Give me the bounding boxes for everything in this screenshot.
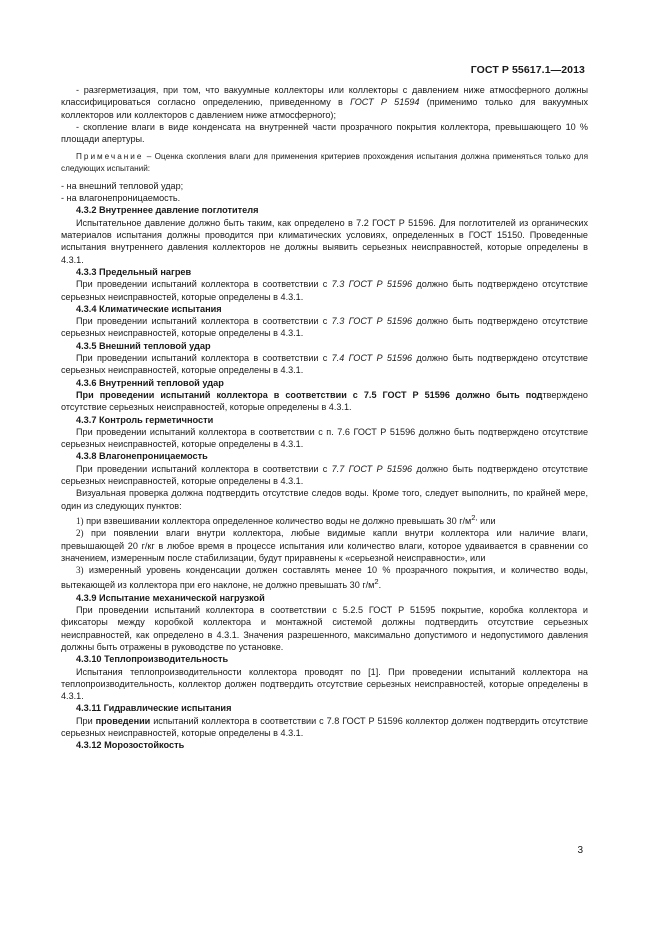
section-text-4-3-5: При проведении испытаний коллектора в соответствии с 7.4 ГОСТ Р 51596 должно быть подтверждено отсутствие серьезных неисправностей, которые определены в 4.3.1. <box>61 353 588 376</box>
section-text-4-3-4: При проведении испытаний коллектора в соответствии с 7.3 ГОСТ Р 51596 должно быть подтверждено отсутствие серьезных неисправностей, которые определены в 4.3.1. <box>61 316 588 339</box>
document-body <box>61 84 588 752</box>
numbered-item-3: 3) измеренный уровень конденсации должен составлять менее 10 % прозрачного покрытия, и количество воды, вытекающей из коллектора при его наклоне, не должно превышать 30 $г/м^2$. <box>61 565 588 591</box>
section-text-4-3-3: При проведении испытаний коллектора в соответствии с 7.3 ГОСТ Р 51596 должно быть подтверждено отсутствие серьезных неисправностей, которые определены в 4.3.1. <box>61 279 588 302</box>
section-text-4-3-11: При проведении испытаний коллектора в соответствии с 7.8 ГОСТ Р 51596 коллектор должен подтвердить отсутствие серьезных неисправностей, которые определены в 4.3.1. <box>61 715 588 739</box>
note-label: Примечание <box>76 152 144 162</box>
section-heading-4-3-2: 4.3.2 Внутреннее давление поглотителя <box>76 205 259 216</box>
section-text-4-3-9: При проведении испытаний коллектора в соответствии с 5.2.5 ГОСТ Р 51595 покрытие, коробка коллектора и фиксаторы между коробкой коллектора и монтажной системой должны подтвердить отсутствие серьезных неисправностей, как определено в 4.3.1. Значения разрешенного, максимально допустимого и недопустимого давления должны быть отражены в руководстве по установке. <box>61 605 588 652</box>
section-heading-4-3-5: 4.3.5 Внешний тепловой удар <box>76 340 211 351</box>
paragraph-moisture: - скопление влаги в виде конденсата на внутренней части прозрачного покрытия коллектора, превышающего 10 % площади апертуры. <box>61 121 588 145</box>
numbered-item-1: 1) при взвешивании коллектора определенное количество воды не должно превышать 30 $г/м^{2,}$ или <box>76 512 496 526</box>
section-text-4-3-8-visual: Визуальная проверка должна подтвердить отсутствие следов воды. Кроме того, следует выполнить, по крайней мере, один из следующих пунктов: <box>61 488 588 511</box>
list-item: - на внешний тепловой удар; <box>61 180 184 191</box>
section-text-4-3-7: При проведении испытаний коллектора в соответствии с п. 7.6 ГОСТ Р 51596 должно быть подтверждено отсутствие серьезных неисправностей, которые определены в 4.3.1. <box>61 426 588 450</box>
document-id-header: ГОСТ Р 55617.1—2013 <box>470 64 585 76</box>
page-number: 3 <box>577 845 583 856</box>
section-heading-4-3-12: 4.3.12 Морозостойкость <box>76 740 185 751</box>
section-text-4-3-8: При проведении испытаний коллектора в соответствии с 7.7 ГОСТ Р 51596 должно быть подтверждено отсутствие серьезных неисправностей, которые определены в 4.3.1. <box>61 463 588 487</box>
note <box>61 151 588 173</box>
section-heading-4-3-3: 4.3.3 Предельный нагрев <box>76 266 192 277</box>
section-text-4-3-2: Испытательное давление должно быть таким, как определено в 7.2 ГОСТ Р 51596. Для поглотителей из органических материалов испытания должны проводится при климатических условиях, определенных в ГОСТ 15150. Проведенные испытания внутреннего давления коллекторов не должны выявить серьезных неисправностей, которые определены в 4.3.1. <box>61 217 588 265</box>
section-heading-4-3-4: 4.3.4 Климатические испытания <box>76 303 222 314</box>
section-heading-4-3-11: 4.3.11 Гидравлические испытания <box>76 703 232 714</box>
section-heading-4-3-10: 4.3.10 Теплопроизводительность <box>76 654 229 665</box>
section-text-4-3-6: При проведении испытаний коллектора в соответствии с 7.5 ГОСТ Р 51596 должно быть подтверждено отсутствие серьезных неисправностей, которые определены в 4.3.1. <box>61 389 588 413</box>
note-text: – Оценка скопления влаги для применения критериев прохождения испытания должна применяться только для следующих испытаний: <box>61 152 588 173</box>
section-text-4-3-10: Испытания теплопроизводительности коллектора проводят по [1]. При проведении испытаний коллектора на теплопроизводительность, коллектор должен подтвердить отсутствие серьезных неисправностей, которые определены в 4.3.1. <box>61 666 588 702</box>
paragraph-depressurization: - разгерметизация, при том, что вакуумные коллекторы или коллекторы с давлением ниже атмосферного должны классифицироваться согласно определению, приведенному в ГОСТ Р 51594 (применимо только для вакуумных коллекторов или коллекторов с давлением ниже атмосферного); <box>61 85 588 120</box>
section-heading-4-3-8: 4.3.8 Влагонепроницаемость <box>76 451 208 462</box>
section-heading-4-3-6: 4.3.6 Внутренний тепловой удар <box>76 377 224 388</box>
numbered-item-2: 2) при появлении влаги внутри коллектора, любые видимые капли внутри коллектора или наличие влаги, превышающей 20 г/кг в любое время в процессе испытания или количество влаги, которое удваивается в сравнении со значением, измеренным после стабилизации, будут приравнены к «серьезной неисправности», или <box>61 528 588 563</box>
section-heading-4-3-9: 4.3.9 Испытание механической нагрузкой <box>76 592 265 603</box>
list-item: - на влагонепроницаемость. <box>61 193 181 204</box>
section-heading-4-3-7: 4.3.7 Контроль герметичности <box>76 414 214 425</box>
